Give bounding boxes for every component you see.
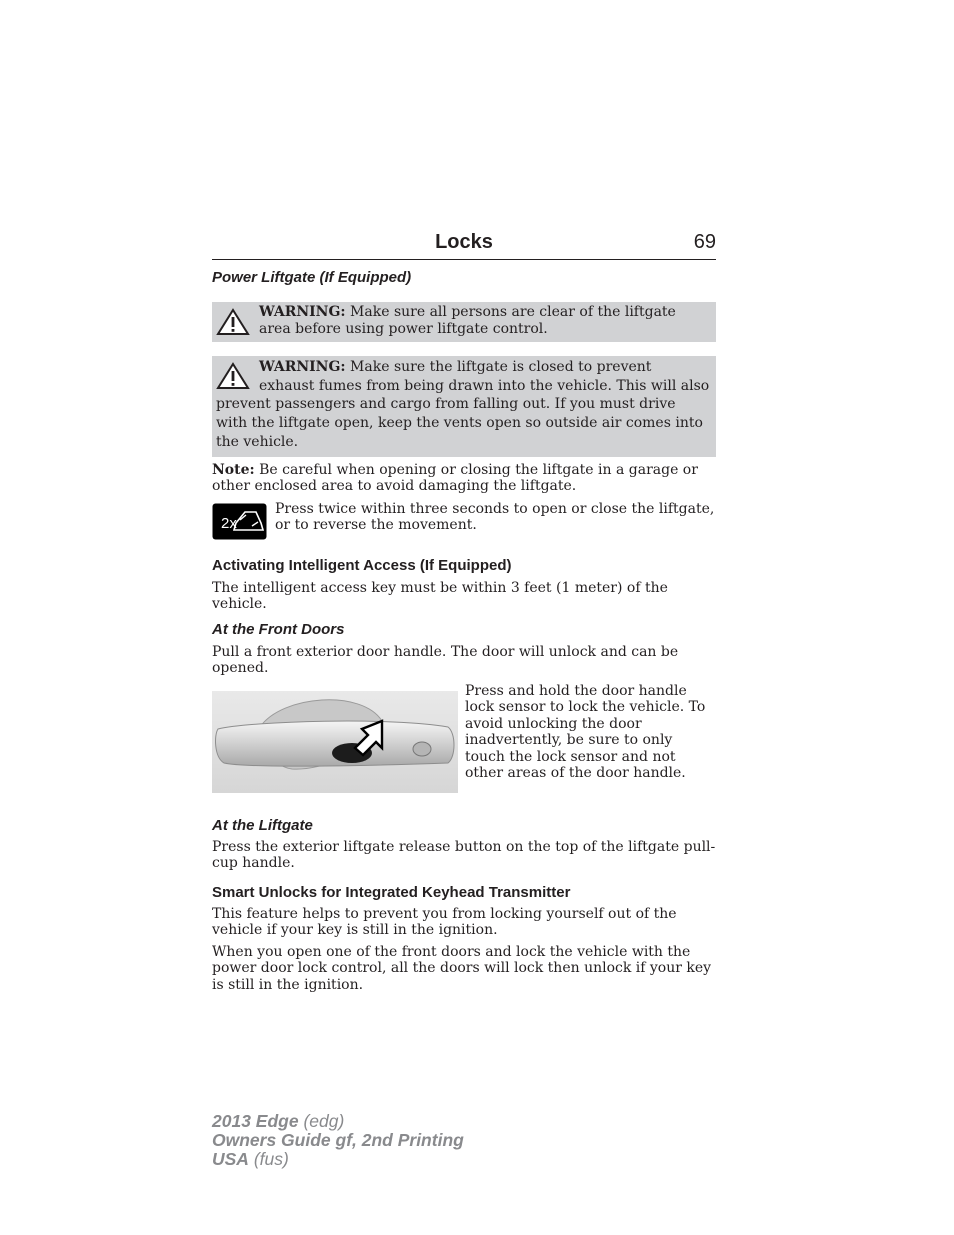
page-footer bbox=[212, 1112, 464, 1169]
warning-body: Make sure all persons are clear of the liftgate area before using power liftgate control. bbox=[259, 304, 676, 337]
subheading-front-doors: At the Front Doors bbox=[212, 620, 345, 638]
footer-line-1 bbox=[212, 1112, 464, 1131]
note-body: Be careful when opening or closing the liftgate in a garage or other enclosed area to avoid damaging the liftgate. bbox=[212, 461, 698, 495]
footer-model: 2013 Edge bbox=[212, 1111, 299, 1131]
warning-body: Make sure the liftgate is closed to prevent exhaust fumes from being drawn into the vehicle. This will also prevent passengers and cargo from falling out. If you must drive with the liftgate open, keep the vents open so outside air comes into the vehicle. bbox=[216, 359, 710, 450]
front-doors-text: Pull a front exterior door handle. The door will unlock and can be opened. bbox=[212, 643, 679, 677]
section-heading-smart-unlocks: Smart Unlocks for Integrated Keyhead Transmitter bbox=[212, 883, 571, 901]
note-label: Note: bbox=[212, 461, 255, 478]
lock-sensor-text: Press and hold the door handle lock sensor to lock the vehicle. To avoid unlocking the door inadvertently, be sure to only touch the lock sensor and not other areas of the door handle. bbox=[465, 682, 706, 782]
footer-model-code: (edg) bbox=[303, 1111, 345, 1131]
warning-icon bbox=[216, 308, 250, 336]
press-twice-text: Press twice within three seconds to open or close the liftgate, or to reverse the movement. bbox=[275, 500, 715, 534]
intelligent-access-text: The intelligent access key must be within 3 feet (1 meter) of the vehicle. bbox=[212, 579, 668, 613]
subheading-liftgate: At the Liftgate bbox=[212, 816, 313, 834]
door-handle-image bbox=[212, 691, 458, 793]
warning-box-2 bbox=[212, 356, 716, 457]
liftgate-2x-icon bbox=[212, 503, 267, 540]
warning-label: WARNING: bbox=[259, 359, 346, 375]
page-content bbox=[212, 229, 716, 993]
warning-label: WARNING: bbox=[259, 304, 346, 320]
liftgate-text: Press the exterior liftgate release button on the top of the liftgate pull-cup handle. bbox=[212, 838, 716, 872]
smart-unlocks-para-2: When you open one of the front doors and lock the vehicle with the power door lock control, all the doors will lock then unlock if your key is still in the ignition. bbox=[212, 943, 712, 993]
warning-text-1 bbox=[259, 304, 704, 337]
footer-line-3 bbox=[212, 1150, 464, 1169]
icon-2x-label: 2x bbox=[221, 514, 237, 532]
section-heading-power-liftgate: Power Liftgate (If Equipped) bbox=[212, 269, 412, 286]
page-number: 69 bbox=[693, 231, 716, 253]
page-title: Locks bbox=[435, 231, 493, 253]
footer-guide: Owners Guide gf, 2nd Printing bbox=[212, 1130, 464, 1150]
warning-box-1 bbox=[212, 302, 716, 342]
door-handle-row bbox=[212, 683, 716, 809]
section-heading-intelligent-access: Activating Intelligent Access (If Equipped) bbox=[212, 556, 512, 574]
warning-icon bbox=[216, 362, 250, 390]
note-paragraph bbox=[212, 462, 716, 495]
footer-line-2 bbox=[212, 1131, 464, 1150]
warning-text-2 bbox=[216, 358, 711, 452]
footer-market: USA bbox=[212, 1149, 249, 1169]
page-header bbox=[212, 229, 716, 260]
footer-market-code: (fus) bbox=[253, 1149, 289, 1169]
liftgate-button-row bbox=[212, 501, 716, 555]
smart-unlocks-para-1: This feature helps to prevent you from locking yourself out of the vehicle if your key is still in the ignition. bbox=[212, 905, 677, 939]
